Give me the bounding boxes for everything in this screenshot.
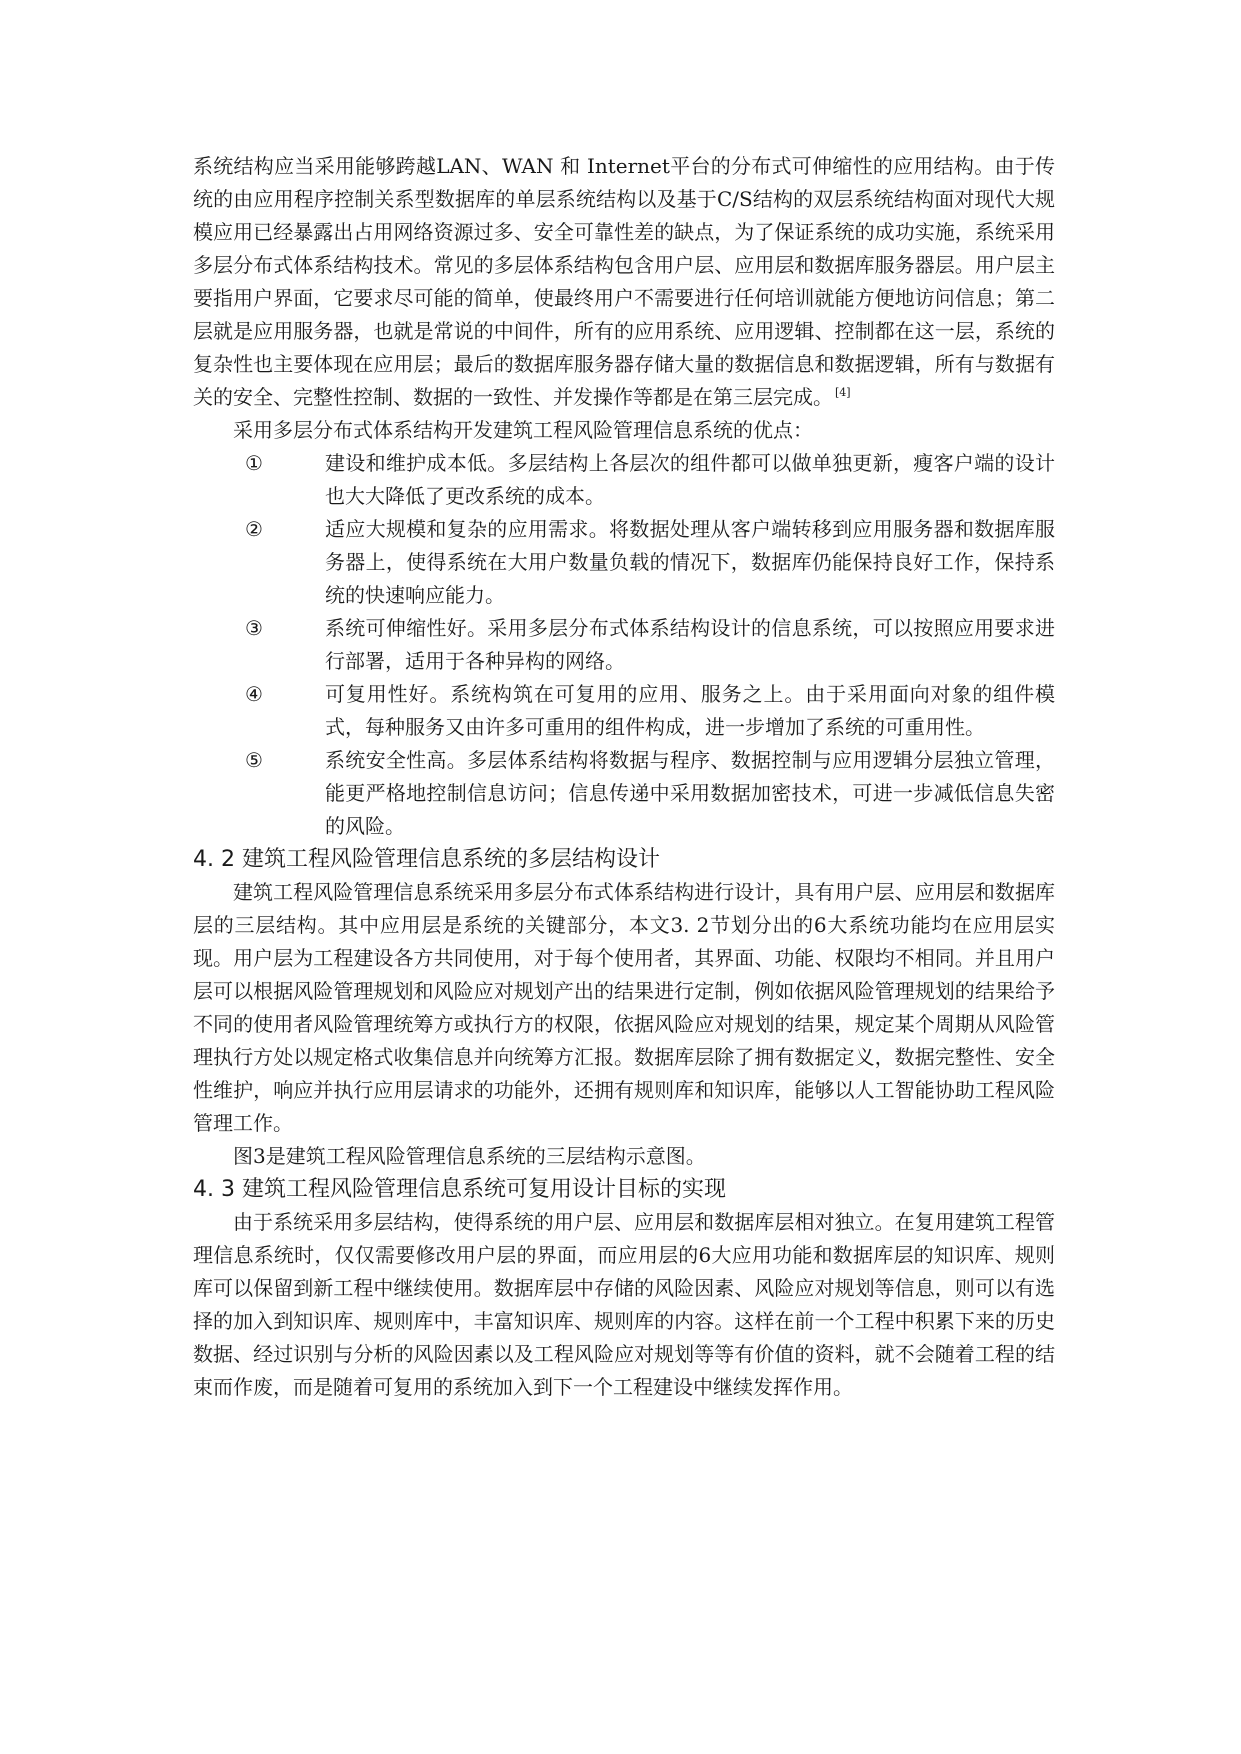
section-4-3-paragraph: 由于系统采用多层结构，使得系统的用户层、应用层和数据库层相对独立。在复用建筑工程管理信息系统时，仅仅需要修改用户层的界面，而应用层的6大应用功能和数据库层的知识库、规则库可以保留到新工程中继续使用。数据库层中存储的风险因素、风险应对规划等信息，则可以有选择的加入到知识库、规则库中，丰富知识库、规则库的内容。这样在前一个工程中积累下来的历史数据、经过识别与分析的风险因素以及工程风险应对规划等等有价值的资料，就不会随着工程的结束而作废，而是随着可复用的系统加入到下一个工程建设中继续发挥作用。 — [193, 1210, 1055, 1399]
advantages-lead: 采用多层分布式体系结构开发建筑工程风险管理信息系统的优点： — [233, 418, 813, 442]
section-4-2-paragraph: 建筑工程风险管理信息系统采用多层分布式体系结构进行设计，具有用户层、应用层和数据库层的三层结构。其中应用层是系统的关键部分，本文3. 2节划分出的6大系统功能均在应用层实现。用户层为工程建设各方共同使用，对于每个使用者，其界面、功能、权限均不相同。并且用户层可以根据风险管理规划和风险应对规划产出的结果进行定制，例如依据风险管理规划的结果给予不同的使用者风险管理统筹方或执行方的权限，依据风险应对规划的结果，规定某个周期从风险管理执行方处以规定格式收集信息并向统筹方汇报。数据库层除了拥有数据定义，数据完整性、安全性维护，响应并执行应用层请求的功能外，还拥有规则库和知识库，能够以人工智能协助工程风险管理工作。 — [193, 880, 1055, 1135]
document-page — [193, 150, 1055, 1404]
list-item-text: 可复用性好。系统构筑在可复用的应用、服务之上。由于采用面向对象的组件模式，每种服务又由许多可重用的组件构成，进一步增加了系统的可重用性。 — [325, 682, 1055, 739]
list-item — [193, 612, 1055, 678]
advantages-list — [193, 447, 1055, 843]
list-item-number: ⑤ — [245, 748, 263, 772]
list-item — [193, 678, 1055, 744]
section-heading-4-2: 4. 2 建筑工程风险管理信息系统的多层结构设计 — [193, 847, 660, 872]
list-item-text: 系统安全性高。多层体系结构将数据与程序、数据控制与应用逻辑分层独立管理，能更严格地控制信息访问；信息传递中采用数据加密技术，可进一步减低信息失密的风险。 — [325, 748, 1055, 838]
figure-reference-paragraph: 图3是建筑工程风险管理信息系统的三层结构示意图。 — [233, 1144, 706, 1168]
list-item-number: ④ — [245, 682, 263, 706]
intro-paragraph-text: 系统结构应当采用能够跨越LAN、WAN 和 Internet平台的分布式可伸缩性的应用结构。由于传统的由应用程序控制关系型数据库的单层系统结构以及基于C/S结构的双层系统结构面对现代大规模应用已经暴露出占用网络资源过多、安全可靠性差的缺点，为了保证系统的成功实施，系统采用多层分布式体系结构技术。常见的多层体系结构包含用户层、应用层和数据库服务器层。用户层主要指用户界面，它要求尽可能的简单，使最终用户不需要进行任何培训就能方便地访问信息；第二层就是应用服务器，也就是常说的中间件，所有的应用系统、应用逻辑、控制都在这一层，系统的复杂性也主要体现在应用层；最后的数据库服务器存储大量的数据信息和数据逻辑，所有与数据有关的安全、完整性控制、数据的一致性、并发操作等都是在第三层完成。 — [193, 154, 1055, 409]
intro-paragraph — [193, 150, 1055, 414]
section-heading-4-3: 4. 3 建筑工程风险管理信息系统可复用设计目标的实现 — [193, 1177, 726, 1202]
list-item-number: ① — [245, 451, 263, 475]
list-item — [193, 744, 1055, 843]
list-item — [193, 513, 1055, 612]
citation-ref: [4] — [835, 386, 851, 400]
list-item-text: 适应大规模和复杂的应用需求。将数据处理从客户端转移到应用服务器和数据库服务器上，使得系统在大用户数量负载的情况下，数据库仍能保持良好工作，保持系统的快速响应能力。 — [325, 517, 1055, 607]
list-item-text: 建设和维护成本低。多层结构上各层次的组件都可以做单独更新，瘦客户端的设计也大大降低了更改系统的成本。 — [325, 451, 1055, 508]
list-item-text: 系统可伸缩性好。采用多层分布式体系结构设计的信息系统，可以按照应用要求进行部署，适用于各种异构的网络。 — [325, 616, 1055, 673]
list-item-number: ③ — [245, 616, 263, 640]
list-item — [193, 447, 1055, 513]
list-item-number: ② — [245, 517, 263, 541]
